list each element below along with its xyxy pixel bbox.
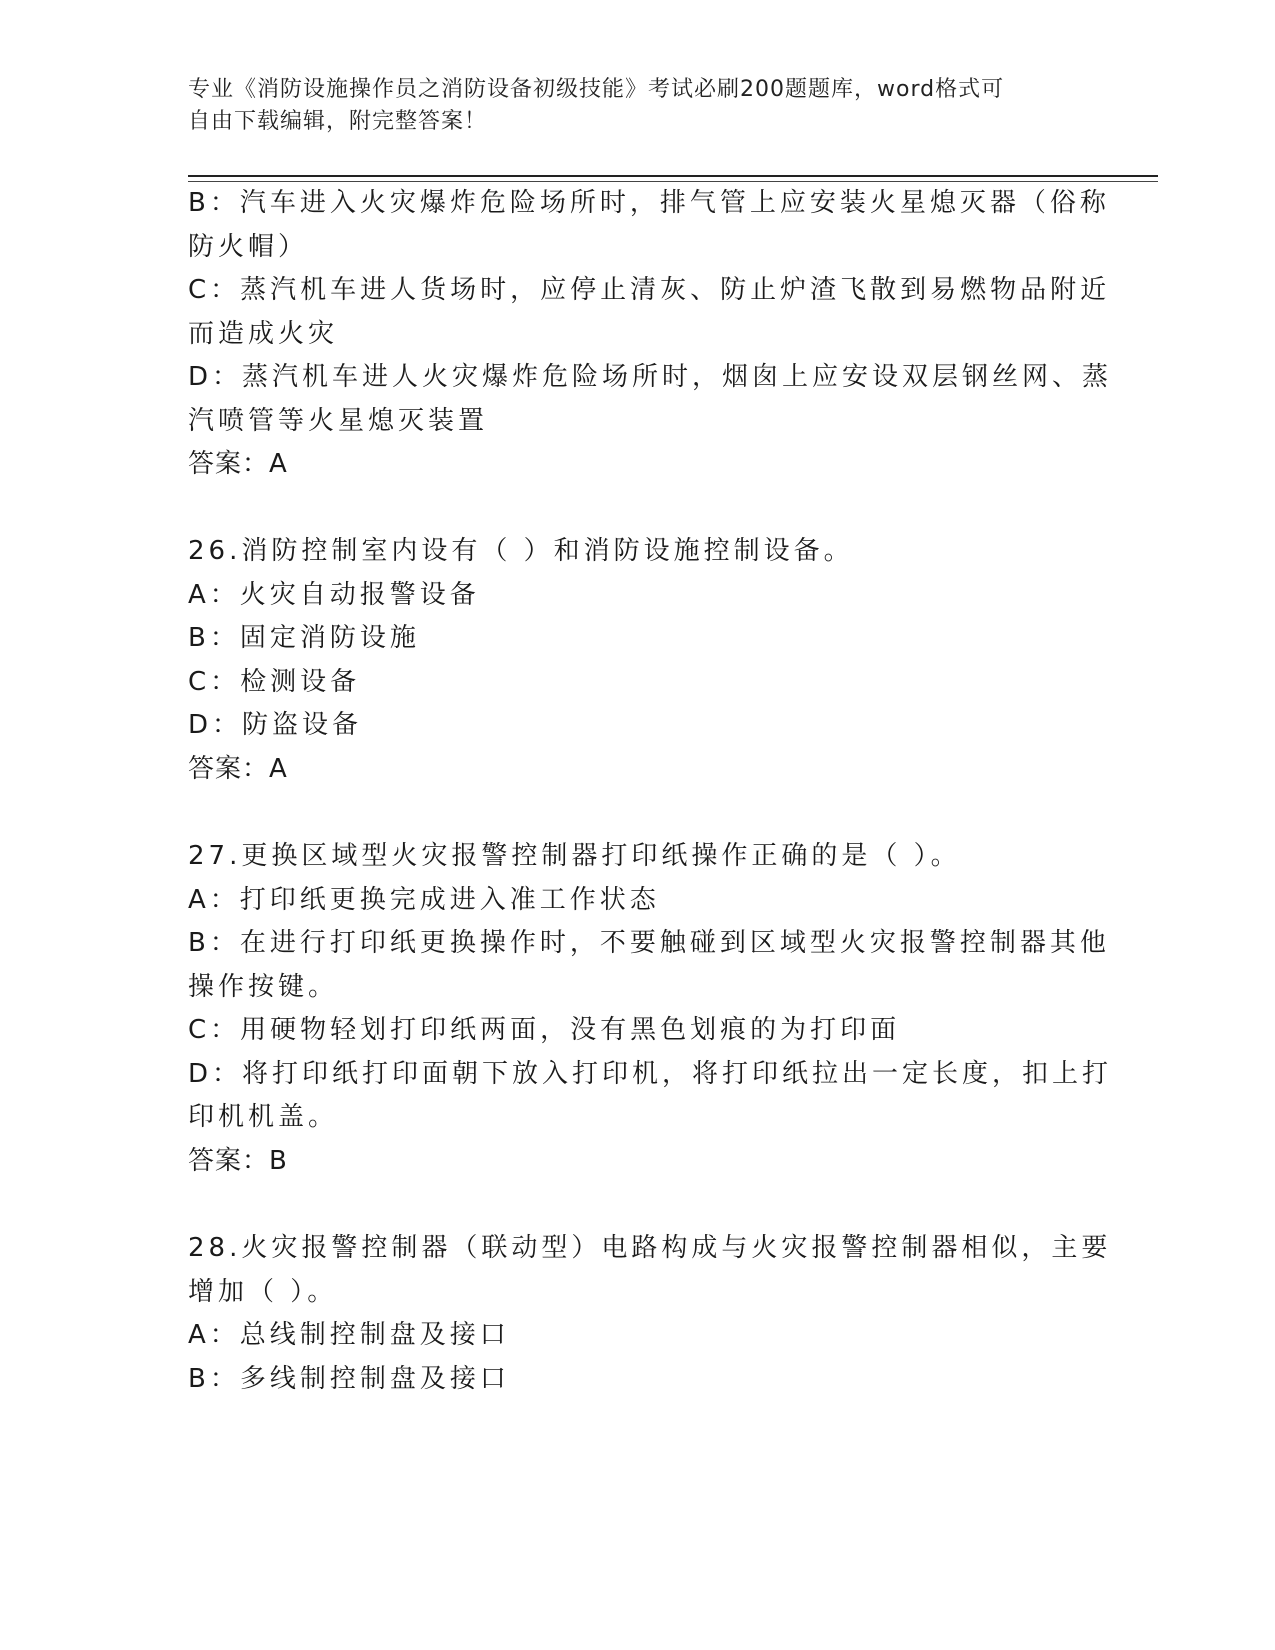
q28-stem-line-2: 增加（ ）。	[188, 1277, 338, 1307]
q25-option-b-line-1: B：汽车进入火灾爆炸危险场所时，排气管上应安装火星熄灭器（俗称	[188, 188, 1110, 218]
q26-option-d: D：防盗设备	[188, 710, 363, 740]
q27-option-b-line-1: B：在进行打印纸更换操作时，不要触碰到区域型火灾报警控制器其他	[188, 928, 1110, 958]
q28-option-a: A：总线制控制盘及接口	[188, 1320, 510, 1350]
q28-stem-line-1: 28.火灾报警控制器（联动型）电路构成与火灾报警控制器相似，主要	[188, 1233, 1112, 1263]
header-divider-thick	[188, 175, 1158, 177]
q25-option-b-line-2: 防火帽）	[188, 232, 309, 262]
q26-option-c: C：检测设备	[188, 667, 361, 697]
q27-answer: 答案：B	[188, 1146, 288, 1176]
header-line-1: 专业《消防设施操作员之消防设备初级技能》考试必刷200题题库，word格式可	[188, 77, 1005, 102]
header-divider-thin	[188, 181, 1158, 182]
q28-option-b: B：多线制控制盘及接口	[188, 1364, 510, 1394]
q27-option-b-line-2: 操作按键。	[188, 972, 339, 1002]
q27-option-a: A：打印纸更换完成进入准工作状态	[188, 885, 660, 915]
q27-stem: 27.更换区域型火灾报警控制器打印纸操作正确的是（ ）。	[188, 841, 961, 871]
document-header	[188, 74, 1068, 138]
q25-option-d-line-2: 汽喷管等火星熄灭装置	[188, 406, 489, 436]
q26-stem: 26.消防控制室内设有（ ）和消防设施控制设备。	[188, 536, 854, 566]
q26-answer: 答案：A	[188, 754, 288, 784]
q26-option-b: B：固定消防设施	[188, 623, 420, 653]
q25-option-c-line-2: 而造成火灾	[188, 319, 339, 349]
q26-option-a: A：火灾自动报警设备	[188, 580, 480, 610]
q25-option-c-line-1: C：蒸汽机车进人货场时，应停止清灰、防止炉渣飞散到易燃物品附近	[188, 275, 1111, 305]
q25-option-d-line-1: D：蒸汽机车进人火灾爆炸危险场所时，烟囱上应安设双层钢丝网、蒸	[188, 362, 1113, 392]
q27-option-d-line-2: 印机机盖。	[188, 1102, 339, 1132]
q25-answer: 答案：A	[188, 449, 288, 479]
header-line-2: 自由下载编辑，附完整答案！	[188, 109, 488, 134]
q27-option-c: C：用硬物轻划打印纸两面，没有黑色划痕的为打印面	[188, 1015, 901, 1045]
q27-option-d-line-1: D：将打印纸打印面朝下放入打印机，将打印纸拉出一定长度，扣上打	[188, 1059, 1113, 1089]
